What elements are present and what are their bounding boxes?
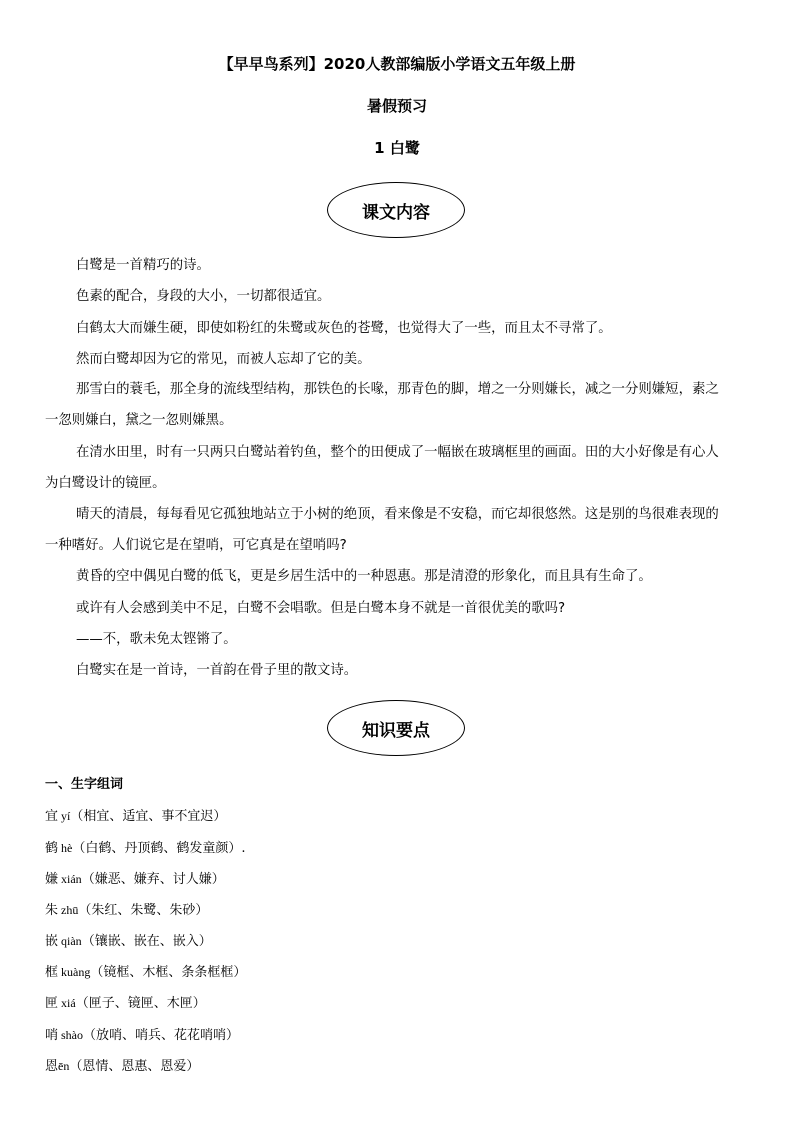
section-label-text: 课文内容 <box>362 202 430 223</box>
text-paragraph-5-line-1: 那雪白的蓑毛，那全身的流线型结构，那铁色的长喙，那青色的脚，增之一分则嫌长，减之一分则嫌短，素之 <box>76 382 719 397</box>
text-paragraph-7-line-1: 晴天的清晨，每每看见它孤独地站立于小树的绝顶，看来像是不安稳，而它却很悠然。这是别的鸟很难表现的 <box>76 507 719 522</box>
vocab-item <box>45 962 246 983</box>
document-subtitle: 暑假预习 <box>366 97 427 115</box>
vocab-char: 鹤 <box>45 841 59 856</box>
vocab-words: （镶嵌、嵌在、嵌入） <box>81 934 212 949</box>
text-paragraph-8: 黄昏的空中偶见白鹭的低飞，更是乡居生活中的一种恩惠。那是清澄的形象化，而且具有生命了。 <box>76 569 652 584</box>
section-oval-text <box>327 182 465 238</box>
section-oval-knowledge <box>327 700 465 756</box>
text-paragraph-7-line-2: 一种嗜好。人们说它是在望哨，可它真是在望哨吗? <box>45 538 347 553</box>
vocab-pinyin: qiàn <box>61 934 82 948</box>
vocab-pinyin: kuàng <box>61 965 91 979</box>
vocab-pinyin: shào <box>61 1028 84 1042</box>
lesson-title: 1 白鹭 <box>374 139 420 157</box>
text-paragraph-4: 然而白鹭却因为它的常见，而被人忘却了它的美。 <box>76 352 371 367</box>
vocab-item <box>45 1056 199 1077</box>
vocab-words: （镜框、木框、条条框框） <box>90 965 247 980</box>
document-title: 【早早鸟系列】2020人教部编版小学语文五年级上册 <box>218 55 576 73</box>
vocab-char: 嫌 <box>45 872 59 887</box>
text-paragraph-6-line-2: 为白鹭设计的镜匣。 <box>45 476 166 491</box>
vocab-item <box>45 993 206 1014</box>
text-paragraph-9: 或许有人会感到美中不足，白鹭不会唱歌。但是白鹭本身不就是一首很优美的歌吗? <box>76 601 566 616</box>
vocab-item <box>45 838 245 859</box>
vocab-words: （嫌恶、嫌弃、讨人嫌） <box>81 872 225 887</box>
vocab-words: （相宜、适宜、事不宜迟） <box>70 809 227 824</box>
text-paragraph-10: ——不，歌未免太铿锵了。 <box>76 632 237 647</box>
vocab-char: 框 <box>45 965 59 980</box>
vocab-char: 宜 <box>45 809 59 824</box>
vocab-char: 匣 <box>45 996 59 1011</box>
text-paragraph-2: 色素的配合，身段的大小，一切都很适宜。 <box>76 289 331 304</box>
vocab-item <box>45 900 208 921</box>
vocab-pinyin: yí <box>61 809 71 823</box>
vocab-item <box>45 806 226 827</box>
vocab-words: （朱红、朱鹭、朱砂） <box>78 903 209 918</box>
vocab-words: （白鹤、丹顶鹤、鹤发童颜）. <box>72 841 246 856</box>
section-label-knowledge: 知识要点 <box>362 720 430 741</box>
vocab-words: （恩情、恩惠、恩爱） <box>69 1059 200 1074</box>
vocab-pinyin: ēn <box>58 1059 70 1073</box>
vocab-pinyin: xiá <box>61 996 76 1010</box>
vocab-item <box>45 931 212 952</box>
vocab-pinyin: zhū <box>61 903 79 917</box>
vocab-heading: 一、生字组词 <box>45 777 124 792</box>
vocab-item <box>45 869 225 890</box>
vocab-pinyin: hè <box>61 841 73 855</box>
vocab-char: 朱 <box>45 903 59 918</box>
text-paragraph-11: 白鹭实在是一首诗，一首韵在骨子里的散文诗。 <box>76 663 358 678</box>
vocab-item <box>45 1025 239 1046</box>
text-paragraph-6-line-1: 在清水田里，时有一只两只白鹭站着钓鱼，整个的田便成了一幅嵌在玻璃框里的画面。田的大小好像是有心人 <box>76 445 719 460</box>
vocab-words: （放哨、哨兵、花花哨哨） <box>83 1028 240 1043</box>
vocab-pinyin: xián <box>61 872 82 886</box>
text-paragraph-5-line-2: 一忽则嫌白，黛之一忽则嫌黑。 <box>45 413 233 428</box>
text-paragraph-3: 白鹤太大而嫌生硬，即使如粉红的朱鹭或灰色的苍鹭，也觉得大了一些，而且太不寻常了。 <box>76 321 612 336</box>
vocab-words: （匣子、镜匣、木匣） <box>75 996 206 1011</box>
vocab-char: 哨 <box>45 1028 59 1043</box>
vocab-char: 恩 <box>45 1059 59 1074</box>
text-paragraph-1: 白鹭是一首精巧的诗。 <box>76 258 210 273</box>
vocab-char: 嵌 <box>45 934 59 949</box>
